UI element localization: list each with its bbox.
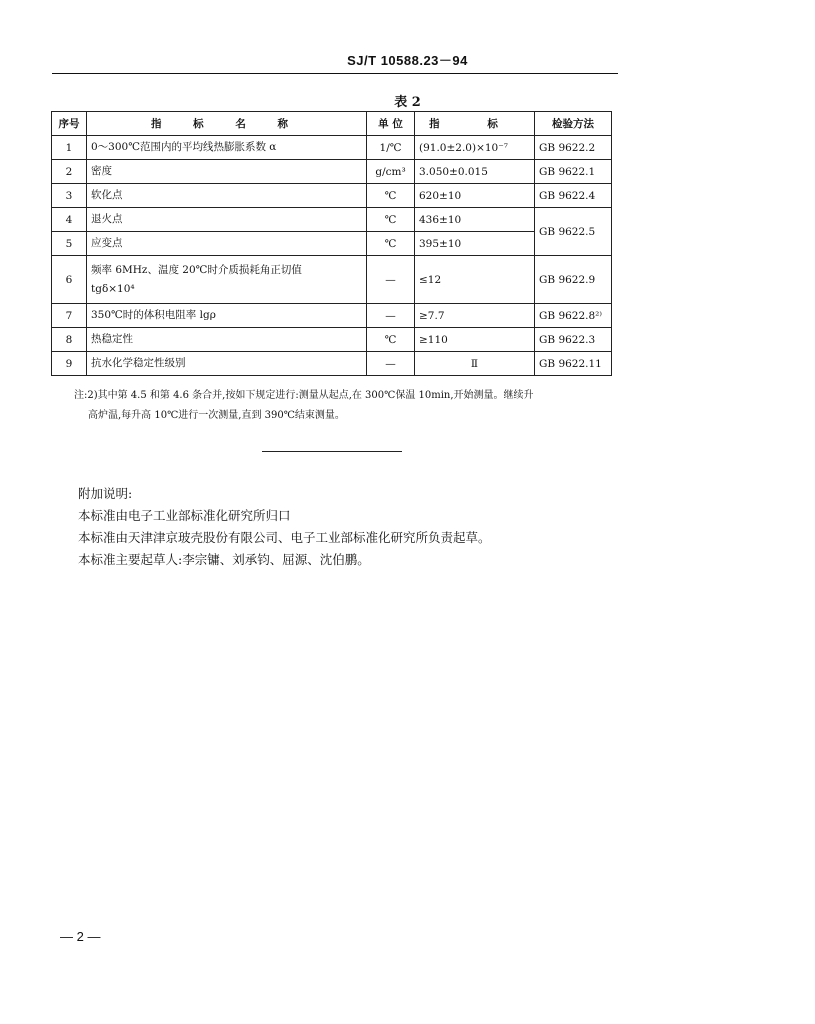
footnote-line: 高炉温,每升高 10℃进行一次测量,直到 390℃结束测量。 <box>88 410 345 421</box>
row-method: GB 9622.5 <box>535 208 612 256</box>
row-method: GB 9622.3 <box>535 328 612 352</box>
row-unit: — <box>367 304 415 328</box>
row-unit: ℃ <box>367 208 415 232</box>
row-no: 6 <box>52 256 87 304</box>
row-name: 350℃时的体积电阻率 lgρ <box>87 304 367 328</box>
table-row <box>52 328 612 352</box>
row-name-line2: tgδ×10⁴ <box>91 282 135 295</box>
table-row <box>52 136 612 160</box>
row-unit: ℃ <box>367 232 415 256</box>
row-name: 软化点 <box>87 184 367 208</box>
table-row <box>52 232 612 256</box>
row-no: 8 <box>52 328 87 352</box>
row-method: GB 9622.8²⁾ <box>535 304 612 328</box>
spec-table <box>51 111 612 376</box>
row-value: ≥110 <box>415 328 535 352</box>
row-method: GB 9622.2 <box>535 136 612 160</box>
row-value: ≤12 <box>415 256 535 304</box>
row-unit: 1/℃ <box>367 136 415 160</box>
row-method: GB 9622.1 <box>535 160 612 184</box>
table-row <box>52 256 612 304</box>
addendum-line: 本标准主要起草人:李宗镛、刘承钧、屈源、沈伯鹏。 <box>78 552 370 567</box>
row-no: 1 <box>52 136 87 160</box>
row-name: 0～300℃范围内的平均线热膨胀系数 α <box>87 136 367 160</box>
table-row <box>52 208 612 232</box>
table-row <box>52 160 612 184</box>
row-unit: g/cm³ <box>367 160 415 184</box>
col-header-method: 检验方法 <box>535 112 612 136</box>
row-name-line1: 频率 6MHz、温度 20℃时介质损耗角正切值 <box>91 263 302 276</box>
row-unit: — <box>367 256 415 304</box>
row-method: GB 9622.9 <box>535 256 612 304</box>
row-unit: — <box>367 352 415 376</box>
row-value: 620±10 <box>415 184 535 208</box>
row-unit: ℃ <box>367 328 415 352</box>
table-row <box>52 184 612 208</box>
row-value: ≥7.7 <box>415 304 535 328</box>
row-no: 5 <box>52 232 87 256</box>
standard-code-header: SJ/T 10588.23－94 <box>347 53 468 68</box>
col-header-value: 指 标 <box>415 112 535 136</box>
col-header-name: 指 标 名 称 <box>87 112 367 136</box>
row-no: 2 <box>52 160 87 184</box>
section-divider <box>262 451 402 452</box>
addendum-line: 本标准由天津津京玻壳股份有限公司、电子工业部标准化研究所负责起草。 <box>78 530 491 545</box>
row-value: 436±10 <box>415 208 535 232</box>
table-row <box>52 304 612 328</box>
row-name <box>87 256 367 304</box>
table-footnote <box>74 386 634 426</box>
row-name: 抗水化学稳定性级别 <box>87 352 367 376</box>
row-no: 4 <box>52 208 87 232</box>
row-name: 热稳定性 <box>87 328 367 352</box>
col-header-unit: 单 位 <box>367 112 415 136</box>
addendum-heading: 附加说明: <box>78 486 133 501</box>
row-value: Ⅱ <box>415 352 535 376</box>
row-name: 密度 <box>87 160 367 184</box>
row-no: 9 <box>52 352 87 376</box>
row-method: GB 9622.11 <box>535 352 612 376</box>
addendum <box>78 483 638 571</box>
table-header-row <box>52 112 612 136</box>
row-value: (91.0±2.0)×10⁻⁷ <box>415 136 535 160</box>
row-name: 应变点 <box>87 232 367 256</box>
row-method: GB 9622.4 <box>535 184 612 208</box>
row-value: 3.050±0.015 <box>415 160 535 184</box>
row-name: 退火点 <box>87 208 367 232</box>
footnote-line: 注:2)其中第 4.5 和第 4.6 条合并,按如下规定进行:测量从起点,在 300℃保温 10min,开始测量。继续升 <box>74 390 534 401</box>
page-number: — 2 — <box>60 929 101 944</box>
row-unit: ℃ <box>367 184 415 208</box>
col-header-no: 序号 <box>52 112 87 136</box>
row-no: 3 <box>52 184 87 208</box>
row-value: 395±10 <box>415 232 535 256</box>
addendum-line: 本标准由电子工业部标准化研究所归口 <box>78 508 291 523</box>
header-rule <box>52 73 618 74</box>
row-no: 7 <box>52 304 87 328</box>
table-row <box>52 352 612 376</box>
table-title: 表 2 <box>394 95 421 110</box>
